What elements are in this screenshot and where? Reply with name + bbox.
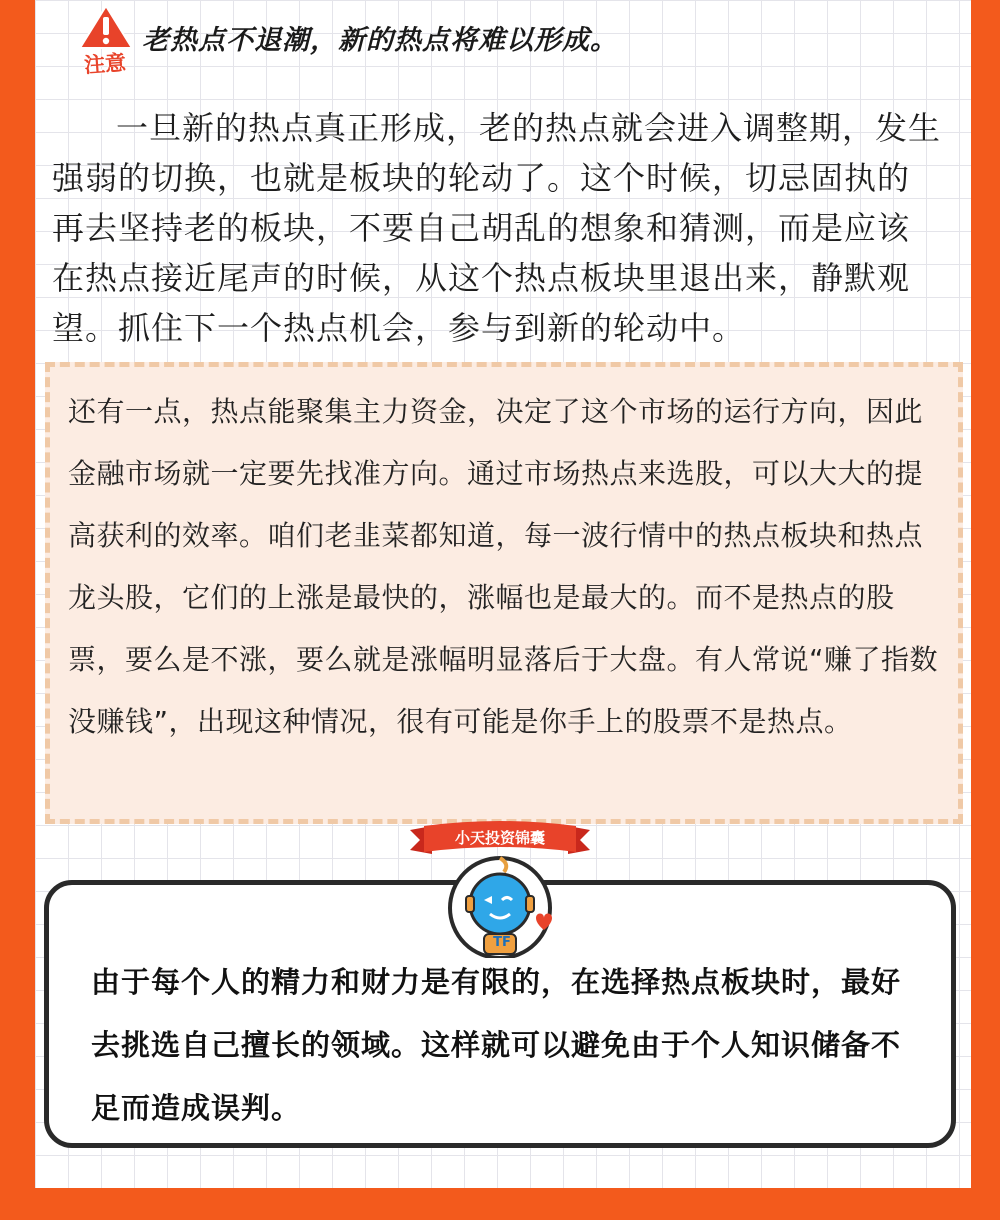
body-paragraph: 一旦新的热点真正形成，老的热点就会进入调整期，发生强弱的切换，也就是板块的轮动了。这个时候，切忌固执的再去坚持老的板块，不要自己胡乱的想象和猜测，而是应该在热点接近尾声的时候，从这个热点板块里退出来，静默观望。抓住下一个热点机会，参与到新的轮动中。 — [52, 109, 942, 347]
notice-badge — [78, 4, 138, 78]
notice-label: 注意 — [83, 50, 127, 78]
notice-title: 老热点不退潮，新的热点将难以形成。 — [142, 25, 618, 56]
ribbon-title: 小天投资锦囊 — [454, 829, 545, 847]
mascot-chest-label: TF — [493, 935, 511, 950]
quote-text: 还有一点，热点能聚集主力资金，决定了这个市场的运行方向，因此金融市场就一定要先找准方向。通过市场热点来选股，可以大大的提高获利的效率。咱们老韭菜都知道，每一波行情中的热点板块和热点龙头股，它们的上涨是最快的，涨幅也是最大的。而不是热点的股票，要么是不涨，要么就是涨幅明显落后于大盘。有人常说“赚了指数没赚钱”，出现这种情况，很有可能是你手上的股票不是热点。 — [68, 395, 939, 738]
mascot-badge — [410, 818, 590, 958]
quote-box — [45, 362, 963, 824]
warning-icon — [78, 4, 134, 50]
summary-text: 由于每个人的精力和财力是有限的，在选择热点板块时，最好去挑选自己擅长的领域。这样就可以避免由于个人知识储备不足而造成误判。 — [91, 965, 902, 1125]
